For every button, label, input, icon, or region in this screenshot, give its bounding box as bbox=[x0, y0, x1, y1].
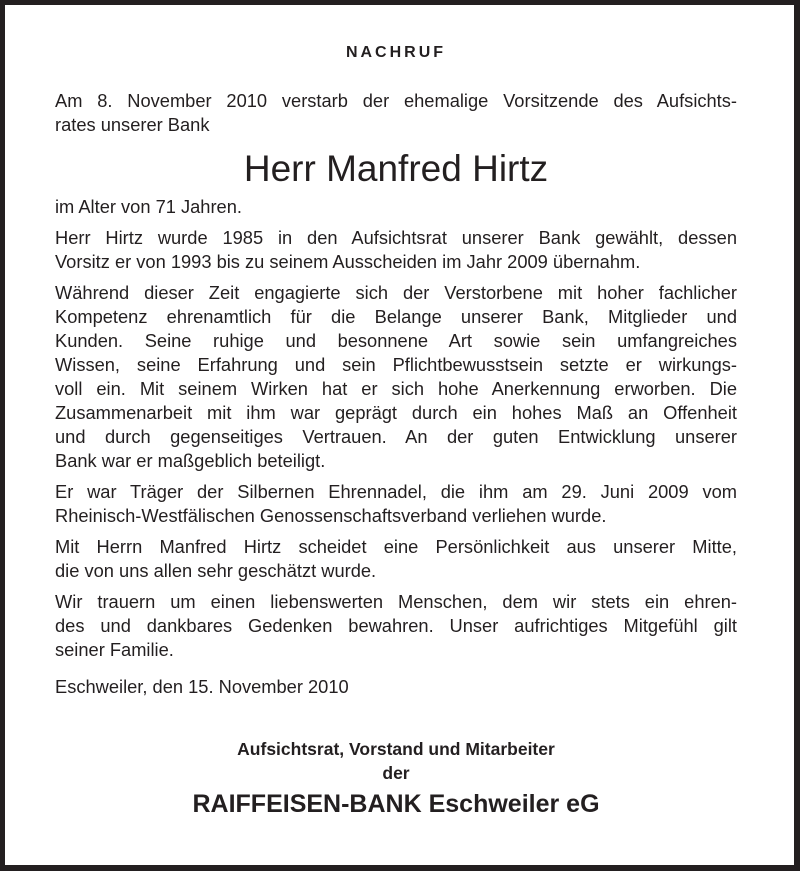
text-line: Während dieser Zeit engagierte sich der Verstorbene mit hoher fachlicher bbox=[55, 282, 737, 303]
text-line: die von uns allen sehr geschätzt wurde. bbox=[55, 560, 377, 581]
text-line: Rheinisch-Westfälischen Genossenschaftsverband verliehen wurde. bbox=[55, 505, 607, 526]
paragraph bbox=[55, 590, 737, 662]
text-line: und durch gegenseitiges Vertrauen. An der guten Entwicklung unserer bbox=[55, 426, 737, 447]
text-line: Vorsitz er von 1993 bis zu seinem Ausscheiden im Jahr 2009 übernahm. bbox=[55, 251, 641, 272]
text-line: voll ein. Mit seinem Wirken hat er sich hohe Anerkennung erworben. Die bbox=[55, 378, 737, 399]
text-line: Am 8. November 2010 verstarb der ehemalige Vorsitzende des Aufsichts- bbox=[55, 90, 737, 111]
intro-paragraph bbox=[55, 89, 737, 137]
paragraph bbox=[55, 480, 737, 528]
notice-title: NACHRUF bbox=[345, 44, 447, 61]
deceased-name: Herr Manfred Hirtz bbox=[243, 148, 549, 189]
text-line: Bank war er maßgeblich beteiligt. bbox=[55, 450, 326, 471]
text-line: Er war Träger der Silbernen Ehrennadel, die ihm am 29. Juni 2009 vom bbox=[55, 481, 737, 502]
text-line: Wir trauern um einen liebenswerten Menschen, dem wir stets ein ehren- bbox=[55, 591, 737, 612]
text-line: Herr Hirtz wurde 1985 in den Aufsichtsrat unserer Bank gewählt, dessen bbox=[55, 227, 737, 248]
text-line: rates unserer Bank bbox=[55, 114, 210, 135]
bank-name: RAIFFEISEN-BANK Eschweiler eG bbox=[192, 790, 600, 818]
place-date: Eschweiler, den 15. November 2010 bbox=[55, 676, 349, 697]
text-line: Kunden. Seine ruhige und besonnene Art sowie sein umfangreiches bbox=[55, 330, 737, 351]
text-line: Wissen, seine Erfahrung und sein Pflichtbewusstsein setzte er wirkungs- bbox=[55, 354, 737, 375]
paragraph bbox=[55, 281, 737, 473]
text-line: Kompetenz ehrenamtlich für die Belange unserer Bank, Mitglieder und bbox=[55, 306, 737, 327]
signature-block bbox=[55, 737, 737, 823]
paragraph bbox=[55, 226, 737, 274]
paragraph bbox=[55, 195, 737, 219]
paragraph bbox=[55, 535, 737, 583]
text-line: Zusammenarbeit mit ihm war geprägt durch ein hohes Maß an Offenheit bbox=[55, 402, 737, 423]
signature-line: der bbox=[382, 763, 410, 783]
text-line: des und dankbares Gedenken bewahren. Unser aufrichtiges Mitgefühl gilt bbox=[55, 615, 737, 636]
text-line: seiner Familie. bbox=[55, 639, 174, 660]
text-line: Mit Herrn Manfred Hirtz scheidet eine Persönlichkeit aus unserer Mitte, bbox=[55, 536, 737, 557]
notice-body bbox=[55, 89, 737, 669]
signature-line: Aufsichtsrat, Vorstand und Mitarbeiter bbox=[237, 739, 555, 759]
text-line: im Alter von 71 Jahren. bbox=[55, 196, 242, 217]
